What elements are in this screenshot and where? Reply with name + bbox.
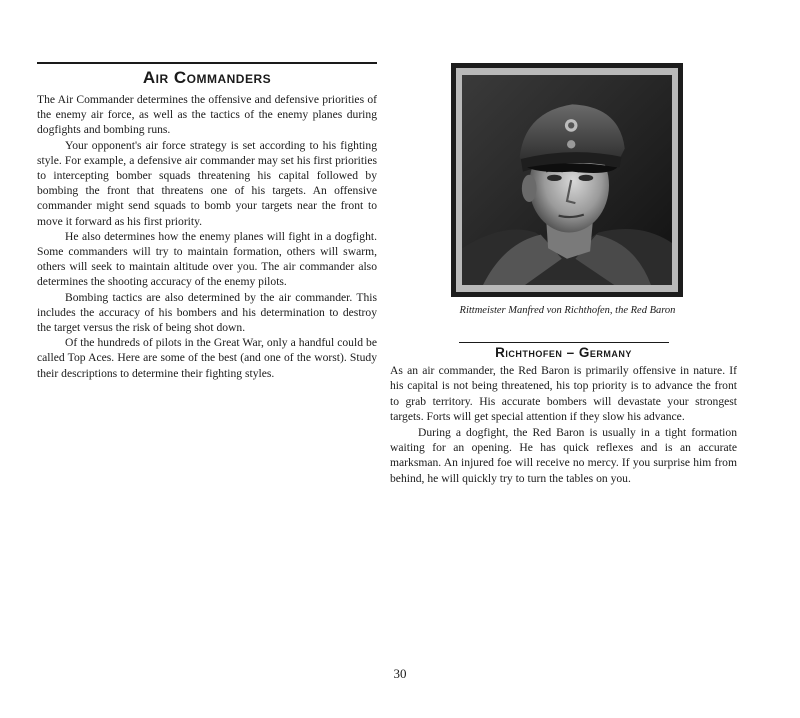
richthofen-section [390,342,737,486]
right-paragraph-1: As an air commander, the Red Baron is primarily offensive in nature. If his capital is not being threatened, his top priority is to advance the front to grab territory. His accurate bombers will devastate your strongest targets. Forts will get special attention if they slow his advance. [390,364,737,424]
section-title: Air Commanders [142,68,272,87]
right-paragraph-2: During a dogfight, the Red Baron is usually in a tight formation waiting for an opening. He has quick reflexes and is an accurate marksman. An injured foe will receive no mercy. If you surprise him from behind, he will quickly try to turn the tables on you. [390,425,737,485]
left-paragraph-2: Your opponent's air force strategy is set according to his fighting style. For example, a defensive air commander may set his first priorities to intercepting bomber squads threatening his capital followed by bombing the front that threatens one of his targets. An offensive commander might send squads to bomb your targets near the front to move it forward as his first priority. [37,138,377,228]
red-baron-portrait-image [462,74,672,286]
air-commanders-section [37,62,377,381]
portrait-matte [456,68,678,292]
subtitle-rule [459,342,669,343]
richthofen-subtitle: Richthofen – Germany [495,345,632,360]
left-body [37,92,377,381]
red-baron-portrait [451,63,683,297]
portrait-caption: Rittmeister Manfred von Richthofen, the Red Baron [459,305,676,316]
page-number: 30 [393,666,407,681]
title-rule-top [37,62,377,64]
left-paragraph-1: The Air Commander determines the offensive and defensive priorities of the enemy air force, as well as the tactics of the enemy planes during dogfights and bombing runs. [37,93,377,137]
left-paragraph-4: Bombing tactics are also determined by the air commander. This includes the accuracy of his bombers and his determination to destroy the target versus the risk of being shot down. [37,290,377,335]
left-paragraph-3: He also determines how the enemy planes will fight in a dogfight. Some commanders will try to maintain formation, others will swarm, others will seek to maintain altitude over you. The air commander also determines the shooting accuracy of the enemy pilots. [37,229,377,289]
left-paragraph-5: Of the hundreds of pilots in the Great War, only a handful could be called Top Aces. Here are some of the best (and one of the worst). Study their descriptions to determine their fighting styles. [37,336,377,380]
